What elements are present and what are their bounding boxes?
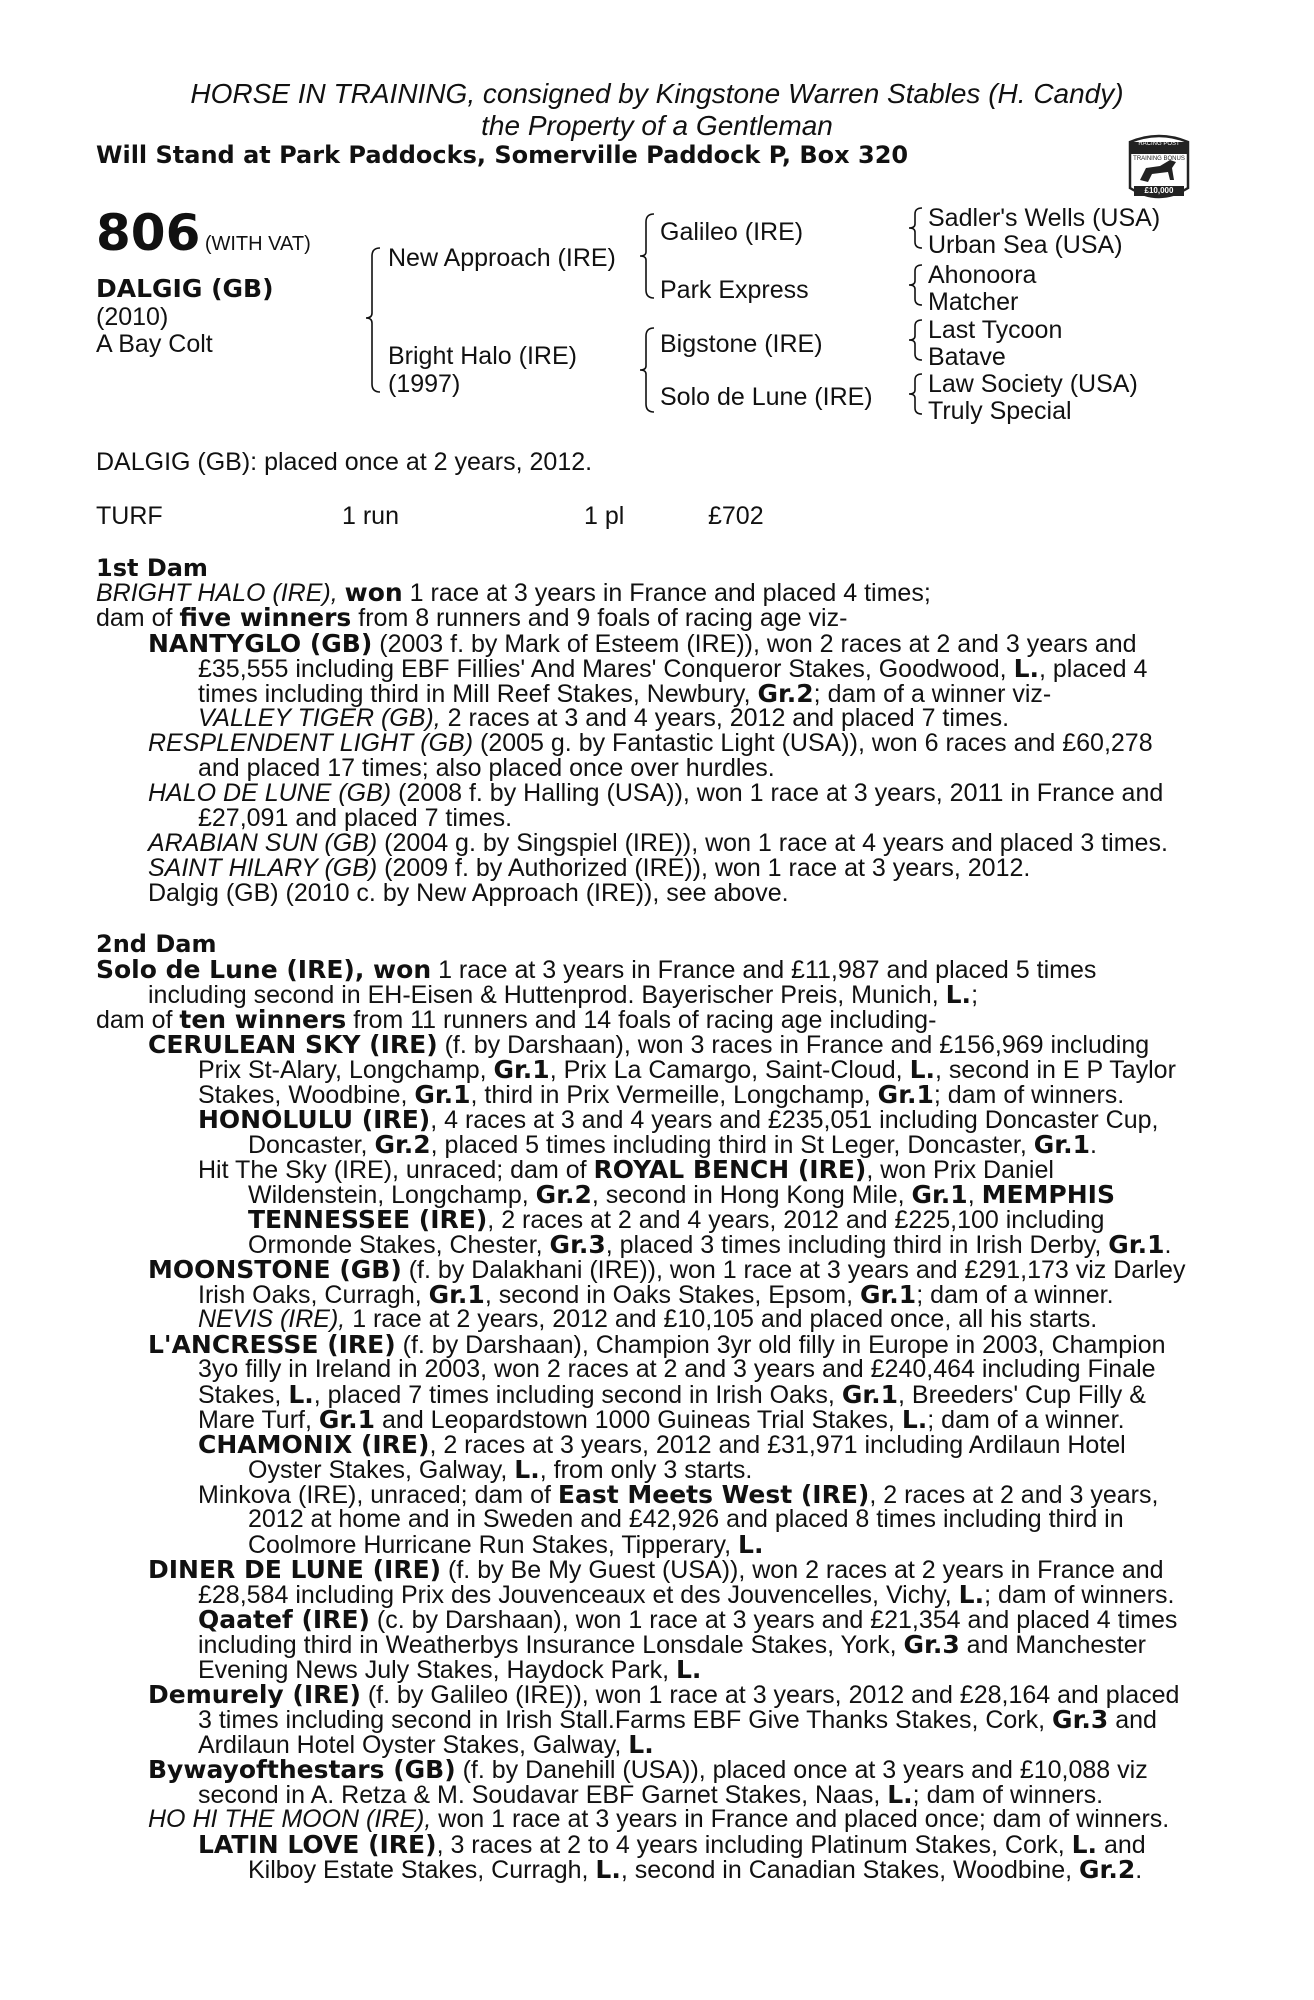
pedigree-dam-year: (1997) (388, 370, 461, 398)
pedigree-sdd: Matcher (928, 288, 1019, 316)
pedigree-sire-dam: Park Express (660, 276, 809, 304)
record-runs: 1 run (342, 502, 399, 530)
record-earnings: £702 (708, 502, 764, 530)
badge-top-text: RACING POST (1138, 141, 1180, 147)
header-line-2: the Property of a Gentleman (481, 110, 833, 141)
pedigree-ssd: Urban Sea (USA) (928, 231, 1123, 259)
pedigree-sds: Ahonoora (928, 261, 1037, 289)
vat-label: (WITH VAT) (204, 233, 311, 255)
pedigree-dss: Last Tycoon (928, 316, 1063, 344)
horse-year: (2010) (96, 303, 169, 331)
first-dam-heading: 1st Dam (96, 554, 208, 582)
horse-description: A Bay Colt (96, 330, 213, 358)
second-dam-heading: 2nd Dam (96, 930, 217, 958)
pedigree-sss: Sadler's Wells (USA) (928, 204, 1161, 232)
race-summary: DALGIG (GB): placed once at 2 years, 2012. (96, 448, 593, 476)
stand-location: Will Stand at Park Paddocks, Somerville Paddock P, Box 320 (96, 141, 909, 169)
pedigree-sire-sire: Galileo (IRE) (660, 218, 804, 246)
horse-name: DALGIG (GB) (96, 274, 274, 303)
pedigree-sire: New Approach (IRE) (388, 244, 616, 272)
pedigree-dam-dam: Solo de Lune (IRE) (660, 383, 873, 411)
header-line-1: HORSE IN TRAINING, consigned by Kingstone Warren Stables (H. Candy) (190, 78, 1124, 109)
pedigree-dam-sire: Bigstone (IRE) (660, 330, 823, 358)
badge-mid-text: TRAINING BONUS (1133, 156, 1185, 162)
badge-amount: £10,000 (1144, 186, 1174, 195)
pedigree-brackets (0, 0, 1314, 440)
pedigree-dsd: Batave (928, 343, 1006, 371)
record-surface: TURF (96, 502, 163, 530)
pedigree-ddd: Truly Special (928, 397, 1072, 425)
record-placed: 1 pl (584, 502, 625, 530)
pedigree-dds: Law Society (USA) (928, 370, 1138, 398)
pedigree-dam: Bright Halo (IRE) (388, 342, 577, 370)
lot-number: 806 (96, 204, 201, 262)
